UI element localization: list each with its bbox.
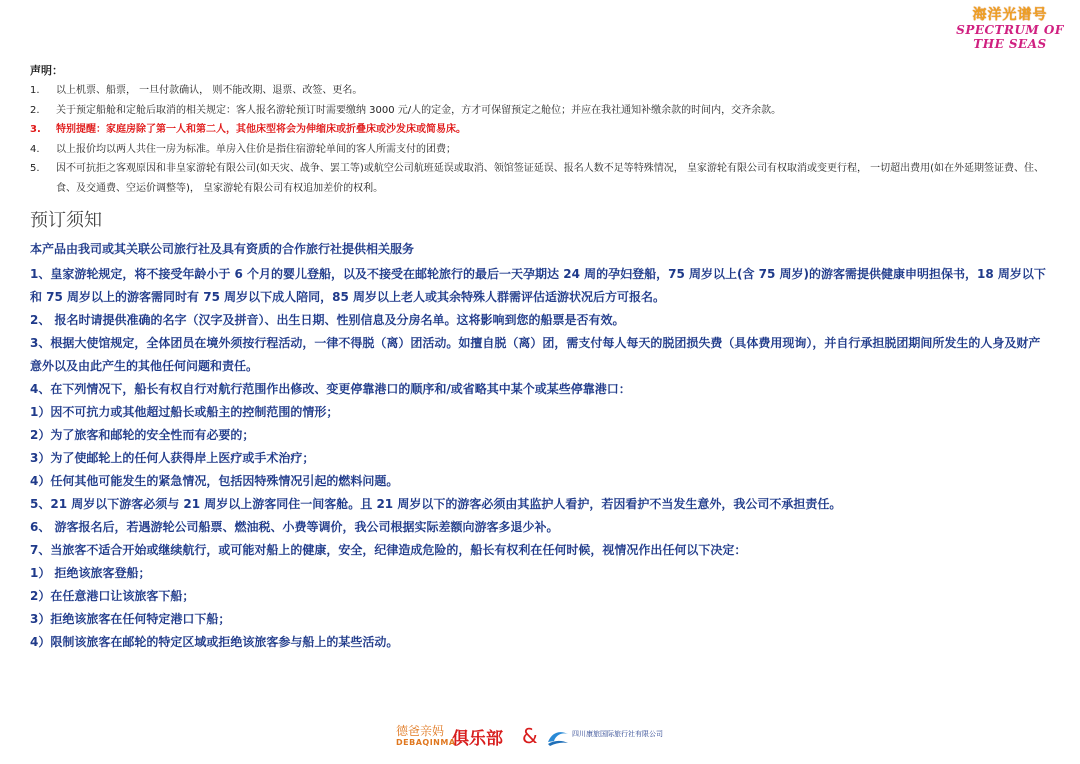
declaration-item-number: 4. [30, 143, 40, 155]
notice-title: 预订须知 [30, 210, 102, 231]
notice-subterm: 1） 拒绝该旅客登船； [30, 566, 151, 580]
notice-subterm: 3）拒绝该旅客在任何特定港口下船； [30, 612, 231, 626]
notice-term: 6、 游客报名后，若遇游轮公司船票、燃油税、小费等调价，我公司根据实际差额向游客多退少补。 [30, 520, 559, 534]
club-logo [396, 722, 516, 754]
declaration-item [30, 81, 1060, 101]
notice-subterm: 2）在任意港口让该旅客下船； [30, 589, 195, 603]
brand-name-en: SPECTRUM OF THE SEAS [956, 23, 1064, 51]
declaration-list [30, 81, 1060, 198]
footer-logos [396, 720, 696, 756]
travel-agency-name: 四川康旅国际旅行社有限公司 [572, 730, 663, 738]
notice-subterm: 3）为了使邮轮上的任何人获得岸上医疗或手术治疗； [30, 451, 315, 465]
notice-subterm: 4）任何其他可能发生的紧急情况，包括因特殊情况引起的燃料问题。 [30, 474, 399, 488]
club-logo-en: DEBAQINMA [396, 738, 456, 747]
declaration-item-number: 1. [30, 85, 40, 96]
declaration-item-highlight [30, 120, 1060, 140]
notice-term: 4、在下列情况下，船长有权自行对航行范围作出修改、变更停靠港口的顺序和/或省略其中某个或某些停靠港口： [30, 382, 631, 396]
declaration-item-text: 以上报价均以两人共住一房为标准。单房入住价是指住宿游轮单间的客人所需支付的团费； [56, 143, 456, 155]
declaration-item [30, 101, 1060, 121]
notice-term: 3、根据大使馆规定，全体团员在境外须按行程活动，一律不得脱（离）团活动。如擅自脱（离）团，需支付每人每天的脱团损失费（具体费用现询），并自行承担脱团期间所发生的人身及财产意外以及由此产生的其他任何问题和责任。 [30, 336, 1041, 373]
declaration-title: 声明： [30, 64, 63, 77]
notice-term: 2、 报名时请提供准确的名字（汉字及拼音）、出生日期、性别信息及分房名单。这将影响到您的船票是否有效。 [30, 313, 625, 327]
declaration-item [30, 140, 1060, 160]
notice-intro: 本产品由我司或其关联公司旅行社及具有资质的合作旅行社提供相关服务 [30, 242, 415, 256]
brand-logo [950, 4, 1070, 51]
declaration-item-text: 特别提醒：家庭房除了第一人和第二人，其他床型将会为伸缩床或折叠床或沙发床或简易床。 [56, 124, 466, 135]
notice-terms-list [30, 263, 1052, 654]
notice-subterm: 4）限制该旅客在邮轮的特定区域或拒绝该旅客参与船上的某些活动。 [30, 635, 399, 649]
ampersand: & [522, 724, 538, 748]
notice-term: 5、21 周岁以下游客必须与 21 周岁以上游客同住一间客舱。且 21 周岁以下的游客必须由其监护人看护，若因看护不当发生意外，我公司不承担责任。 [30, 497, 842, 511]
brand-name-cn: 海洋光谱号 [972, 7, 1048, 23]
notice-term: 7、当旅客不适合开始或继续航行，或可能对船上的健康，安全，纪律造成危险的，船长有权利在任何时候，视情况作出任何以下决定： [30, 543, 747, 557]
club-logo-cn: 德爸亲妈 [396, 724, 445, 738]
declaration-item [30, 159, 1060, 198]
declaration-item-number: 2. [30, 104, 40, 116]
notice-subterm: 2）为了旅客和邮轮的安全性而有必要的； [30, 428, 255, 442]
declaration-item-number: 5. [30, 163, 40, 174]
declaration-item-number: 3. [30, 124, 41, 135]
notice-subterm: 1）因不可抗力或其他超过船长或船主的控制范围的情形； [30, 405, 339, 419]
notice-term: 1、皇家游轮规定，将不接受年龄小于 6 个月的婴儿登船，以及不接受在邮轮旅行的最后一天孕期达 24 周的孕妇登船，75 周岁以上(含 75 周岁)的游客需提供健康申明担保书，18 周岁以下和 75 周岁以上的游客需同时有 75 周岁以下成人陪同，85 周岁以上老人或其余特殊人群需评估适游状况后方可报名。 [30, 267, 1046, 304]
wave-logo-icon [546, 726, 570, 748]
declaration-item-text: 以上机票、船票， 一旦付款确认， 则不能改期、退票、改签、更名。 [56, 85, 363, 96]
declaration-item-text: 关于预定船舱和定舱后取消的相关规定：客人报名游轮预订时需要缴纳 3000 元/人的定金，方才可保留预定之舱位；并应在我社通知补缴余款的时间内，交齐余款。 [56, 104, 782, 116]
declaration-item-text: 因不可抗拒之客观原因和非皇家游轮有限公司(如天灾、战争、罢工等)或航空公司航班延误或取消、领馆签证延误、报名人数不足等特殊情况， 皇家游轮有限公司有权取消或变更行程， 一切超出费用(如在外延期签证费、住、食、及交通费、空运价调整等)， 皇家游轮有限公司有权追加差价的权利。 [56, 163, 1045, 194]
club-logo-club: 俱乐部 [452, 729, 503, 749]
